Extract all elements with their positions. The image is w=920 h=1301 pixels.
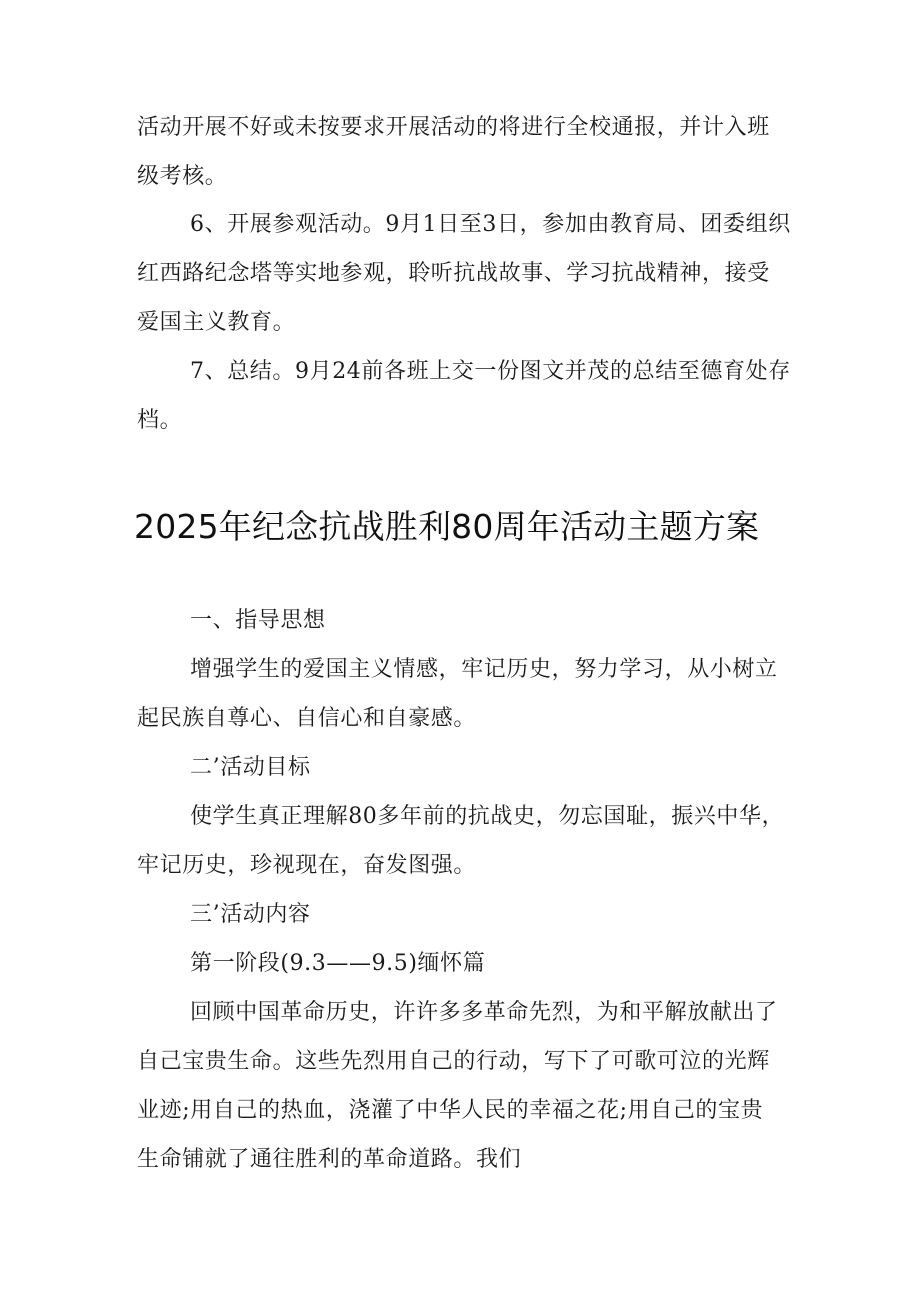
section-3-line: 回顾中国革命历史，许许多多革命先烈，为和平解放献出了 <box>190 1000 778 1025</box>
item-7-line: 7、总结。9月24前各班上交一份图文并茂的总结至德育处存 <box>190 359 791 384</box>
section-1-line: 增强学生的爱国主义情感，牢记历史，努力学习，从小树立 <box>190 657 778 682</box>
section-3-line: 自己宝贵生命。这些先烈用自己的行动，写下了可歌可泣的光辉 <box>137 1049 770 1074</box>
section-1-heading: 一、指导思想 <box>190 608 326 633</box>
paragraph-line: 活动开展不好或未按要求开展活动的将进行全校通报，并计入班 <box>137 115 770 140</box>
phase-1-heading: 第一阶段(9.3——9.5)缅怀篇 <box>190 951 486 976</box>
section-1-line: 起民族自尊心、自信心和自豪感。 <box>137 706 477 731</box>
section-3-heading: 三’活动内容 <box>190 902 311 927</box>
section-3-line: 生命铺就了通往胜利的革命道路。我们 <box>137 1147 522 1172</box>
section-3-line: 业迹;用自己的热血，浇灌了中华人民的幸福之花;用自己的宝贵 <box>137 1098 764 1123</box>
item-6-line: 爱国主义教育。 <box>137 310 296 335</box>
item-7-line: 档。 <box>137 408 183 433</box>
paragraph-line: 级考核。 <box>137 164 228 189</box>
item-6-line: 6、开展参观活动。9月1日至3日，参加由教育局、团委组织 <box>190 212 791 237</box>
section-2-line: 牢记历史，珍视现在，奋发图强。 <box>137 853 477 878</box>
document-title: 2025年纪念抗战胜利80周年活动主题方案 <box>134 507 760 546</box>
section-2-line: 使学生真正理解80多年前的抗战史，勿忘国耻，振兴中华， <box>190 804 785 829</box>
section-2-heading: 二’活动目标 <box>190 755 311 780</box>
item-6-line: 红西路纪念塔等实地参观，聆听抗战故事、学习抗战精神，接受 <box>137 261 770 286</box>
